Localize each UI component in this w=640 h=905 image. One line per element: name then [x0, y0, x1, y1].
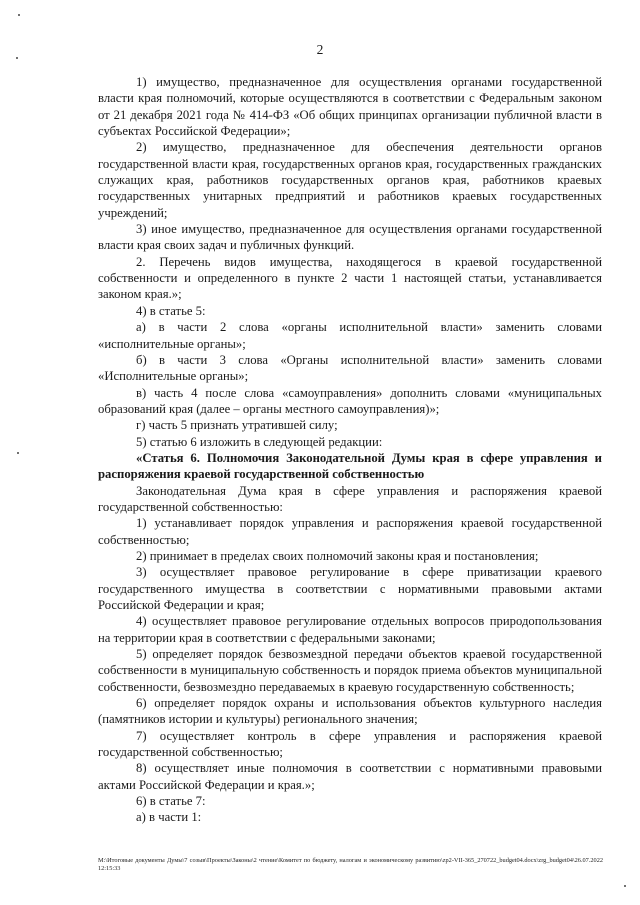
paragraph: 5) определяет порядок безвозмездной передачи объектов краевой государственной собственности в муниципальную собственность и порядок приема объектов муниципальной собственности, безвозмездно передаваемых в краевую государственную собственность;	[98, 647, 602, 694]
scan-mark	[17, 452, 19, 454]
page-number: 2	[316, 42, 324, 57]
paragraph: а) в части 2 слова «органы исполнительной власти» заменить словами «исполнительные органы»;	[98, 320, 602, 351]
paragraph: 2. Перечень видов имущества, находящегося в краевой государственной собственности и определенного в пункте 2 части 1 настоящей статьи, устанавливается законом края.»;	[98, 254, 602, 302]
paragraph: 3) иное имущество, предназначенное для осуществления органами государственной власти края своих задач и публичных функций.	[98, 222, 602, 253]
file-path-footer: M:\Итоговые документы Думы\7 созыв\Проекты\Законы\2 чтение\Комитет по бюджету, налогам и экономическому развитию\zp2-VII-365_270722_budget04.docx\zrg_budget04\26.07.2022 12:15:33	[98, 857, 603, 873]
paragraph: 4) в статье 5:	[136, 303, 206, 318]
paragraph: 2) принимает в пределах своих полномочий законы края и постановления;	[136, 548, 539, 563]
paragraph: 1) имущество, предназначенное для осуществления органами государственной власти края полномочий, которые осуществляются в соответствии с Федеральным законом от 21 декабря 2021 года № 414-ФЗ «Об общих принципах организации публичной власти в субъектах Российской Федерации»;	[98, 75, 602, 139]
paragraph: 6) определяет порядок охраны и использования объектов культурного наследия (памятников истории и культуры) регионального значения;	[98, 696, 602, 727]
paragraph: г) часть 5 признать утратившей силу;	[136, 418, 338, 433]
paragraph: 5) статью 6 изложить в следующей редакции:	[136, 434, 383, 449]
paragraph: 4) осуществляет правовое регулирование отдельных вопросов природопользования на территории края в соответствии с федеральными законами;	[98, 614, 602, 645]
paragraph: а) в части 1:	[136, 810, 202, 825]
paragraph: 1) устанавливает порядок управления и распоряжения краевой государственной собственностью;	[98, 516, 602, 547]
paragraph: Законодательная Дума края в сфере управления и распоряжения краевой государственной собственностью:	[98, 483, 602, 514]
paragraph: 8) осуществляет иные полномочия в соответствии с нормативными правовыми актами Российской Федерации и края.»;	[98, 761, 602, 792]
paragraph: 6) в статье 7:	[136, 794, 206, 809]
paragraph: б) в части 3 слова «Органы исполнительной власти» заменить словами «Исполнительные органы»;	[98, 352, 602, 384]
scan-mark	[18, 14, 20, 16]
paragraph: 3) осуществляет правовое регулирование в сфере приватизации краевого государственного имущества в соответствии с нормативными правовыми актами Российской Федерации и края;	[98, 565, 602, 612]
document-body	[98, 74, 602, 826]
article-heading: «Статья 6. Полномочия Законодательной Думы края в сфере управления и распоряжения краевой государственной собственностью	[98, 450, 602, 482]
paragraph: в) часть 4 после слова «самоуправления» дополнить словами «муниципальных образований края (далее – органы местного самоуправления)»;	[98, 385, 602, 416]
paragraph: 7) осуществляет контроль в сфере управления и распоряжения краевой государственной собственностью;	[98, 728, 602, 760]
paragraph: 2) имущество, предназначенное для обеспечения деятельности органов государственной власти края, государственных органов края, государственных гражданских служащих края, работников государственных органов края, работников краевых государственных унитарных предприятий и работников краевых государственных учреждений;	[98, 140, 602, 220]
scan-mark	[624, 885, 626, 887]
